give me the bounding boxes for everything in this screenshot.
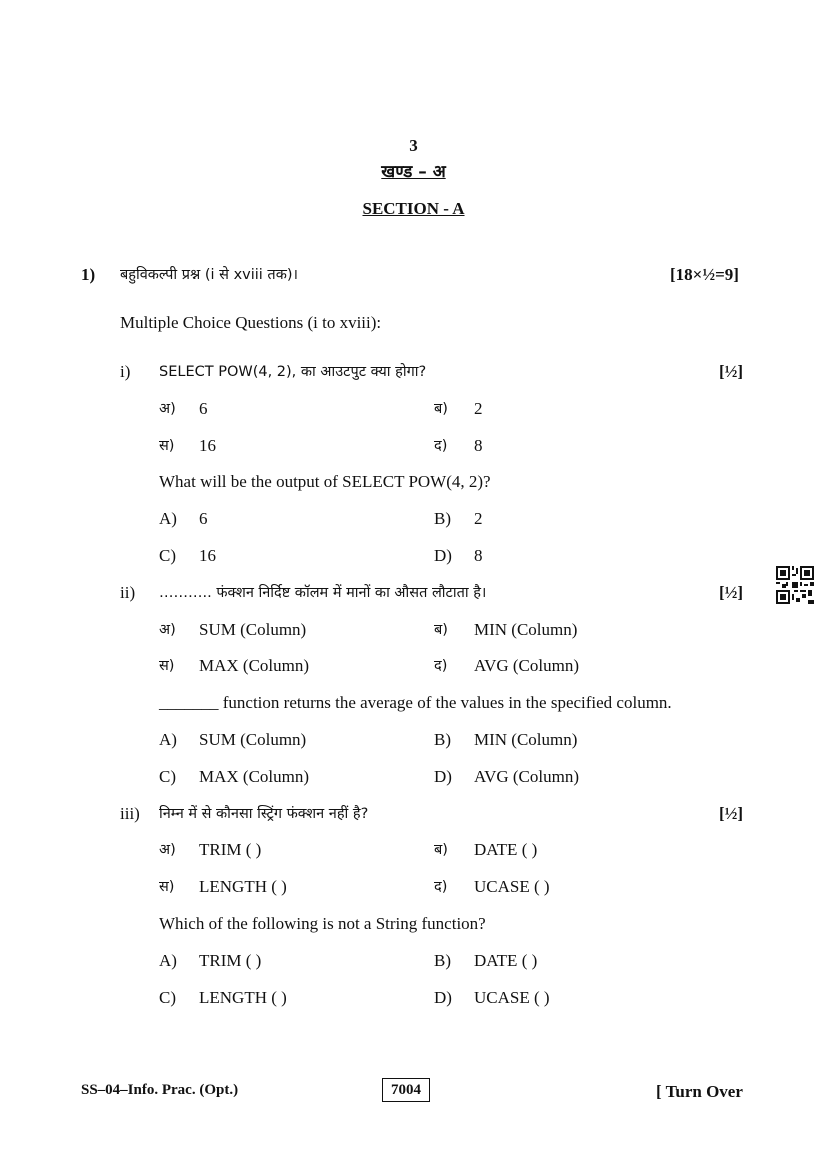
option-text: SUM (Column) xyxy=(199,620,307,639)
option-text: SUM (Column) xyxy=(199,730,307,749)
option-text: TRIM ( ) xyxy=(199,951,262,970)
option-label: अ) xyxy=(159,401,176,417)
option-text: UCASE ( ) xyxy=(474,877,550,896)
option-text: DATE ( ) xyxy=(474,951,538,970)
footer-paper-code: SS–04–Info. Prac. (Opt.) xyxy=(81,1082,239,1098)
option-label: A) xyxy=(159,730,177,749)
option-label: स) xyxy=(159,879,175,895)
option-label: द) xyxy=(434,879,448,895)
sub-question-marks: [½] xyxy=(719,362,744,381)
option-text: MAX (Column) xyxy=(199,656,310,675)
sub-question-text-english: Which of the following is not a String function? xyxy=(159,914,486,933)
sub-question-text-english: _______ function returns the average of the values in the specified column. xyxy=(159,693,672,712)
page-number: 3 xyxy=(409,136,418,155)
sub-question-text-hindi: ……….. फंक्शन निर्दिष्ट कॉलम में मानों का औसत लौटाता है। xyxy=(159,585,487,601)
option-text: AVG (Column) xyxy=(474,656,579,675)
option-label: C) xyxy=(159,546,176,565)
option-text: 6 xyxy=(199,399,208,418)
option-label: D) xyxy=(434,988,452,1007)
qr-code-icon xyxy=(776,566,814,604)
footer-exam-code: 7004 xyxy=(382,1078,430,1102)
option-text: TRIM ( ) xyxy=(199,840,262,859)
option-label: अ) xyxy=(159,622,176,638)
option-text: MAX (Column) xyxy=(199,767,310,786)
option-label: B) xyxy=(434,951,451,970)
sub-question-text-english: What will be the output of SELECT POW(4, 2)? xyxy=(159,472,491,491)
option-label: ब) xyxy=(434,401,448,417)
option-text: 8 xyxy=(474,436,483,455)
option-text: 16 xyxy=(199,546,216,565)
sub-question-text-hindi: निम्न में से कौनसा स्ट्रिंग फंक्शन नहीं है? xyxy=(159,806,369,822)
sub-question-marks: [½] xyxy=(719,583,744,602)
option-text: 2 xyxy=(474,399,483,418)
option-text: 8 xyxy=(474,546,483,565)
option-text: DATE ( ) xyxy=(474,840,538,859)
option-label: अ) xyxy=(159,842,176,858)
option-label: B) xyxy=(434,730,451,749)
question-instruction-hindi: बहुविकल्पी प्रश्न (i से xviii तक)। xyxy=(120,267,298,283)
sub-question-number: ii) xyxy=(120,583,136,602)
option-label: स) xyxy=(159,438,175,454)
option-text: UCASE ( ) xyxy=(474,988,550,1007)
footer-turn-over: [ Turn Over xyxy=(656,1082,743,1101)
option-label: C) xyxy=(159,988,176,1007)
option-label: ब) xyxy=(434,622,448,638)
option-text: MIN (Column) xyxy=(474,730,578,749)
option-label: ब) xyxy=(434,842,448,858)
option-text: 2 xyxy=(474,509,483,528)
option-label: स) xyxy=(159,658,175,674)
option-label: द) xyxy=(434,438,448,454)
sub-question-number: iii) xyxy=(120,804,140,823)
sub-question-text-hindi: SELECT POW(4, 2), का आउटपुट क्या होगा? xyxy=(159,364,427,380)
sub-question-number: i) xyxy=(120,362,131,381)
option-text: AVG (Column) xyxy=(474,767,579,786)
option-label: A) xyxy=(159,509,177,528)
question-number: 1) xyxy=(81,265,96,284)
sub-question-marks: [½] xyxy=(719,804,744,823)
option-text: 6 xyxy=(199,509,208,528)
option-label: D) xyxy=(434,767,452,786)
option-label: D) xyxy=(434,546,452,565)
question-marks: [18×½=9] xyxy=(670,265,739,284)
option-label: द) xyxy=(434,658,448,674)
option-label: B) xyxy=(434,509,451,528)
option-label: A) xyxy=(159,951,177,970)
question-instruction-english: Multiple Choice Questions (i to xviii): xyxy=(120,313,382,332)
option-text: LENGTH ( ) xyxy=(199,988,287,1007)
option-label: C) xyxy=(159,767,176,786)
section-title-hindi: खण्ड – अ xyxy=(381,162,446,182)
option-text: MIN (Column) xyxy=(474,620,578,639)
section-title-english: SECTION - A xyxy=(362,199,465,218)
option-text: LENGTH ( ) xyxy=(199,877,287,896)
option-text: 16 xyxy=(199,436,216,455)
